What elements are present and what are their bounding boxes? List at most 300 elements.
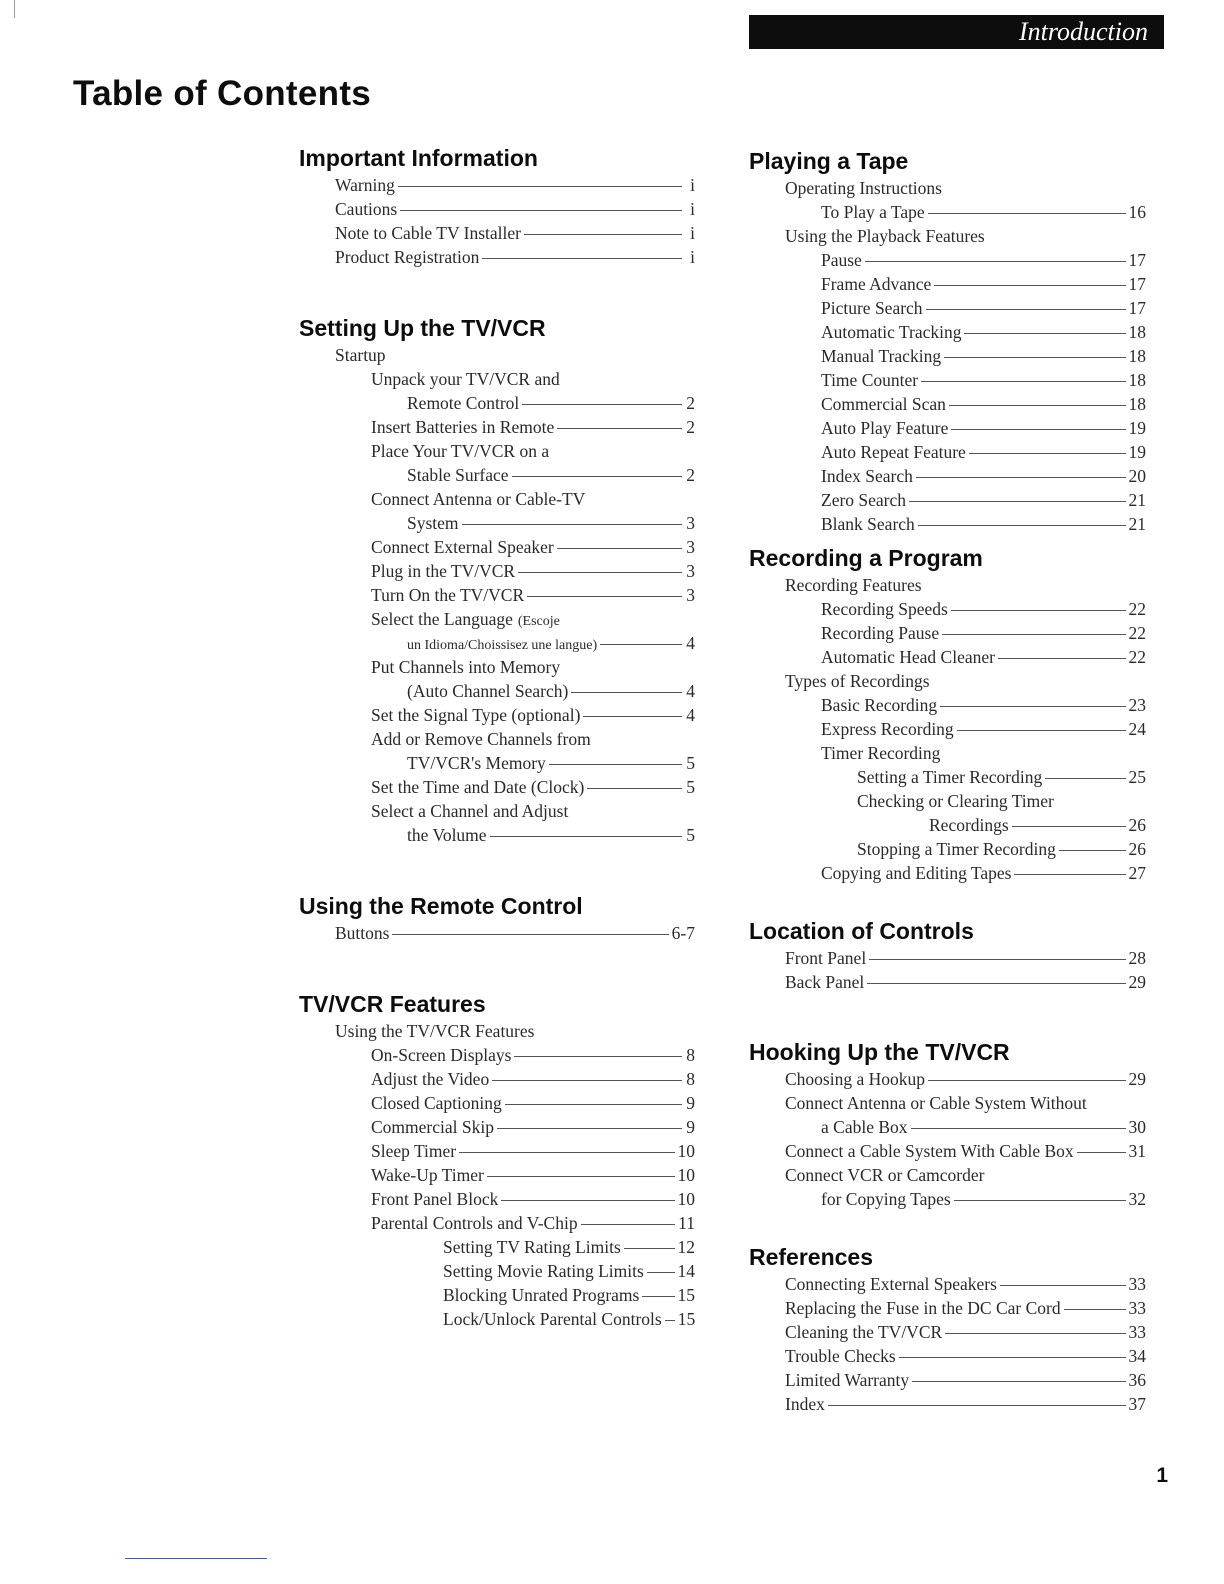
- toc-entry[interactable]: [299, 173, 695, 197]
- toc-entry-page: 27: [1128, 863, 1146, 883]
- toc-entry-label: Buttons: [335, 923, 390, 943]
- toc-entry[interactable]: [749, 1272, 1146, 1296]
- footer-rule: [125, 1558, 267, 1559]
- toc-entry-label: Put Channels into Memory: [371, 657, 561, 677]
- toc-entry[interactable]: [299, 775, 695, 799]
- toc-entry-page: 19: [1128, 442, 1146, 462]
- toc-section: [749, 1242, 1146, 1416]
- toc-entry-page: 21: [1128, 514, 1146, 534]
- toc-entry[interactable]: [299, 921, 695, 945]
- toc-entry-page: 14: [677, 1261, 695, 1281]
- toc-entry[interactable]: [749, 224, 1146, 248]
- toc-section: [749, 916, 1146, 994]
- leader-line: [505, 1104, 682, 1105]
- toc-entry-page: 15: [677, 1285, 695, 1305]
- toc-entry-label: Commercial Scan: [821, 394, 946, 414]
- toc-entry-page: 18: [1128, 322, 1146, 342]
- toc-entry-label: TV/VCR's Memory: [407, 753, 546, 773]
- toc-entry-label: Note to Cable TV Installer: [335, 223, 521, 243]
- toc-entry-page: 4: [686, 633, 695, 653]
- toc-entry[interactable]: [299, 197, 695, 221]
- toc-entry-label: Set the Signal Type (optional): [371, 705, 581, 725]
- toc-entry-label: Picture Search: [821, 298, 923, 318]
- leader-line: [1045, 778, 1125, 779]
- toc-entry-page: 26: [1128, 815, 1146, 835]
- toc-entry[interactable]: [749, 717, 1146, 741]
- toc-entry[interactable]: [749, 1187, 1146, 1211]
- leader-line: [944, 357, 1125, 358]
- scan-corner-mark: [14, 0, 15, 18]
- toc-entry-label: Connect a Cable System With Cable Box: [785, 1141, 1074, 1161]
- toc-entry-label: Types of Recordings: [785, 671, 930, 691]
- leader-line: [392, 934, 668, 935]
- toc-entry[interactable]: [749, 1320, 1146, 1344]
- toc-entry-page: 22: [1128, 647, 1146, 667]
- toc-entry-label: Manual Tracking: [821, 346, 942, 366]
- toc-entry-page: 5: [686, 777, 695, 797]
- leader-line: [964, 333, 1125, 334]
- leader-line: [949, 405, 1126, 406]
- toc-entry[interactable]: [299, 1211, 695, 1235]
- leader-line: [912, 1381, 1125, 1382]
- toc-entry[interactable]: [299, 823, 695, 847]
- toc-entry[interactable]: [749, 248, 1146, 272]
- toc-entry-label: Startup: [335, 345, 386, 365]
- toc-entry[interactable]: [299, 487, 695, 511]
- toc-entry-label: Recording Speeds: [821, 599, 948, 619]
- toc-entry-label: Zero Search: [821, 490, 907, 510]
- toc-section: [299, 989, 695, 1331]
- toc-entry-page: 33: [1128, 1298, 1146, 1318]
- leader-line: [1012, 826, 1126, 827]
- toc-entry[interactable]: [749, 1091, 1146, 1115]
- section-heading: References: [749, 1244, 874, 1270]
- toc-entry-page: 18: [1128, 394, 1146, 414]
- leader-line: [942, 634, 1125, 635]
- leader-line: [624, 1248, 675, 1249]
- toc-entry-page: 12: [677, 1237, 695, 1257]
- page-number: 1: [1156, 1464, 1168, 1487]
- leader-line: [497, 1128, 682, 1129]
- leader-line: [1059, 850, 1126, 851]
- toc-entry-label: Insert Batteries in Remote: [371, 417, 555, 437]
- leader-line: [557, 428, 682, 429]
- toc-entry[interactable]: [749, 1368, 1146, 1392]
- leader-line: [527, 596, 682, 597]
- leader-line: [828, 1405, 1126, 1406]
- toc-entry-page: 25: [1128, 767, 1146, 787]
- toc-entry-label: Stable Surface: [407, 465, 509, 485]
- toc-entry[interactable]: [299, 679, 695, 703]
- toc-entry[interactable]: [299, 1019, 695, 1043]
- toc-entry-page: 10: [677, 1189, 695, 1209]
- toc-entry[interactable]: [749, 464, 1146, 488]
- toc-entry-page: 3: [686, 513, 695, 533]
- leader-line: [490, 836, 682, 837]
- toc-section: [749, 1037, 1146, 1211]
- toc-entry[interactable]: [749, 440, 1146, 464]
- toc-entry[interactable]: [299, 1091, 695, 1115]
- toc-entry-label: Frame Advance: [821, 274, 932, 294]
- toc-entry-page: 37: [1128, 1394, 1146, 1414]
- toc-entry-label: Wake-Up Timer: [371, 1165, 484, 1185]
- toc-entry[interactable]: [749, 970, 1146, 994]
- toc-entry-label: Recording Pause: [821, 623, 940, 643]
- toc-entry-label: Basic Recording: [821, 695, 938, 715]
- toc-entry[interactable]: [299, 245, 695, 269]
- leader-line: [951, 429, 1125, 430]
- leader-line: [514, 1056, 682, 1057]
- toc-entry[interactable]: [299, 655, 695, 679]
- toc-entry-page: 20: [1128, 466, 1146, 486]
- section-heading: Important Information: [299, 145, 538, 171]
- toc-entry[interactable]: [749, 741, 1146, 765]
- leader-line: [934, 285, 1125, 286]
- toc-entry-label: Select the Language: [371, 609, 513, 629]
- toc-entry-label: Stopping a Timer Recording: [857, 839, 1056, 859]
- toc-entry-page: 3: [686, 585, 695, 605]
- toc-entry-label: for Copying Tapes: [821, 1189, 951, 1209]
- toc-entry-label-note: un Idioma/Choissisez une langue): [407, 638, 598, 653]
- toc-entry[interactable]: [299, 415, 695, 439]
- toc-entry-label: Front Panel: [785, 948, 867, 968]
- toc-entry-label: Using the TV/VCR Features: [335, 1021, 535, 1041]
- toc-entry-label-note: (Escoje: [517, 614, 560, 629]
- toc-entry-page: 3: [686, 561, 695, 581]
- leader-line: [940, 706, 1125, 707]
- leader-line: [600, 644, 682, 645]
- section-heading: Using the Remote Control: [299, 893, 583, 919]
- toc-entry[interactable]: [299, 511, 695, 535]
- toc-entry[interactable]: [749, 621, 1146, 645]
- toc-entry-label: Connect Antenna or Cable-TV: [371, 489, 586, 509]
- section-header-label: Introduction: [1018, 17, 1148, 46]
- leader-line: [918, 525, 1126, 526]
- toc-entry-label: Back Panel: [785, 972, 865, 992]
- section-heading: Setting Up the TV/VCR: [299, 315, 546, 341]
- toc-entry-label: (Auto Channel Search): [407, 681, 569, 701]
- toc-entry-page: 18: [1128, 370, 1146, 390]
- toc-entry-page: 5: [686, 753, 695, 773]
- leader-line: [945, 1333, 1125, 1334]
- toc-entry-label: Timer Recording: [821, 743, 941, 763]
- toc-entry[interactable]: [299, 607, 695, 631]
- toc-entry[interactable]: [749, 416, 1146, 440]
- toc-entry[interactable]: [299, 631, 695, 655]
- toc-entry-label: Front Panel Block: [371, 1189, 499, 1209]
- toc-entry-page: 31: [1128, 1141, 1146, 1161]
- toc-entry-page: 18: [1128, 346, 1146, 366]
- toc-entry-label: Setting a Timer Recording: [857, 767, 1043, 787]
- leader-line: [524, 234, 682, 235]
- toc-entry-label: Cleaning the TV/VCR: [785, 1322, 943, 1342]
- toc-entry[interactable]: [749, 488, 1146, 512]
- toc-entry-page: 5: [686, 825, 695, 845]
- toc-entry[interactable]: [749, 1344, 1146, 1368]
- toc-entry[interactable]: [299, 1235, 695, 1259]
- toc-entry-label: Set the Time and Date (Clock): [371, 777, 585, 797]
- leader-line: [549, 764, 682, 765]
- toc-entry[interactable]: [299, 535, 695, 559]
- toc-entry[interactable]: [749, 1139, 1146, 1163]
- toc-section: [749, 146, 1146, 536]
- toc-entry-page: 29: [1128, 972, 1146, 992]
- toc-entry[interactable]: [299, 463, 695, 487]
- section-heading: Recording a Program: [749, 545, 983, 571]
- leader-line: [954, 1200, 1126, 1201]
- toc-entry[interactable]: [749, 789, 1146, 813]
- toc-entry[interactable]: [749, 176, 1146, 200]
- toc-entry[interactable]: [749, 861, 1146, 885]
- toc-entry-label: Lock/Unlock Parental Controls: [443, 1309, 662, 1329]
- toc-entry-label: Index Search: [821, 466, 913, 486]
- toc-entry[interactable]: [299, 1139, 695, 1163]
- toc-entry-page: 3: [686, 537, 695, 557]
- leader-line: [1014, 874, 1125, 875]
- toc-entry-label: Express Recording: [821, 719, 954, 739]
- toc-section: [299, 891, 695, 945]
- toc-entry[interactable]: [749, 1296, 1146, 1320]
- toc-entry-label: Adjust the Video: [371, 1069, 490, 1089]
- leader-line: [1000, 1285, 1126, 1286]
- section-header-bar: [749, 15, 1164, 49]
- toc-entry-page: 15: [677, 1309, 696, 1329]
- toc-entry[interactable]: [299, 391, 695, 415]
- toc-entry-label: Place Your TV/VCR on a: [371, 441, 550, 461]
- leader-line: [522, 404, 682, 405]
- toc-entry-label: Remote Control: [407, 393, 520, 413]
- toc-entry-label: Index: [785, 1394, 825, 1414]
- toc-entry-label: Automatic Tracking: [821, 322, 962, 342]
- toc-entry[interactable]: [299, 751, 695, 775]
- toc-entry[interactable]: [749, 1067, 1146, 1091]
- toc-entry-page: 9: [686, 1093, 695, 1113]
- toc-entry-page: 30: [1128, 1117, 1146, 1137]
- toc-entry-label: Add or Remove Channels from: [371, 729, 591, 749]
- section-heading: Location of Controls: [749, 918, 974, 944]
- toc-entry[interactable]: [749, 200, 1146, 224]
- leader-line: [482, 258, 682, 259]
- toc-entry[interactable]: [749, 813, 1146, 837]
- toc-entry[interactable]: [749, 344, 1146, 368]
- toc-entry-page: 26: [1128, 839, 1146, 859]
- toc-entry-label: On-Screen Displays: [371, 1045, 512, 1065]
- toc-entry-page: 2: [686, 393, 695, 413]
- toc-entry[interactable]: [749, 1392, 1146, 1416]
- toc-entry-label: Auto Play Feature: [821, 418, 949, 438]
- toc-entry-page: 2: [686, 465, 695, 485]
- leader-line: [865, 261, 1126, 262]
- leader-line: [487, 1176, 675, 1177]
- toc-entry[interactable]: [299, 799, 695, 823]
- toc-entry-label: Limited Warranty: [785, 1370, 910, 1390]
- toc-entry[interactable]: [299, 439, 695, 463]
- leader-line: [557, 548, 682, 549]
- leader-line: [928, 213, 1126, 214]
- toc-entry[interactable]: [749, 1115, 1146, 1139]
- leader-line: [512, 476, 682, 477]
- leader-line: [926, 309, 1126, 310]
- toc-entry-page: i: [690, 175, 695, 195]
- leader-line: [492, 1080, 682, 1081]
- toc-entry[interactable]: [299, 1187, 695, 1211]
- toc-entry-page: 19: [1128, 418, 1146, 438]
- toc-entry-label: Time Counter: [821, 370, 919, 390]
- toc-entry[interactable]: [299, 221, 695, 245]
- toc-section: [749, 543, 1146, 885]
- toc-entry-label: Turn On the TV/VCR: [371, 585, 525, 605]
- toc-entry[interactable]: [749, 392, 1146, 416]
- leader-line: [911, 1128, 1126, 1129]
- toc-entry-page: 8: [686, 1069, 695, 1089]
- toc-entry-label: Unpack your TV/VCR and: [371, 369, 560, 389]
- toc-entry-label: Automatic Head Cleaner: [821, 647, 995, 667]
- toc-entry[interactable]: [299, 1307, 695, 1331]
- toc-entry-label: System: [407, 513, 459, 533]
- leader-line: [899, 1357, 1126, 1358]
- toc-entry[interactable]: [299, 1115, 695, 1139]
- toc-entry[interactable]: [749, 296, 1146, 320]
- toc-entry-page: 23: [1128, 695, 1146, 715]
- toc-entry-label: Connect VCR or Camcorder: [785, 1165, 985, 1185]
- toc-entry[interactable]: [749, 573, 1146, 597]
- toc-entry-label: Pause: [821, 250, 862, 270]
- toc-entry[interactable]: [299, 1163, 695, 1187]
- toc-entry[interactable]: [299, 727, 695, 751]
- toc-entry-page: 22: [1128, 599, 1146, 619]
- leader-line: [571, 692, 682, 693]
- toc-entry-page: 28: [1128, 948, 1146, 968]
- toc-entry-page: i: [690, 247, 695, 267]
- toc-entry-label: Cautions: [335, 199, 398, 219]
- toc-entry[interactable]: [749, 512, 1146, 536]
- leader-line: [462, 524, 682, 525]
- toc-entry-page: 22: [1128, 623, 1146, 643]
- toc-entry-label: the Volume: [407, 825, 487, 845]
- toc-entry-page: 24: [1128, 719, 1146, 739]
- leader-line: [869, 959, 1125, 960]
- leader-line: [969, 453, 1126, 454]
- leader-line: [587, 788, 682, 789]
- toc-entry-page: 9: [686, 1117, 695, 1137]
- toc-entry-label: Parental Controls and V-Chip: [371, 1213, 578, 1233]
- toc-entry-page: 4: [686, 705, 695, 725]
- toc-section: [299, 143, 695, 269]
- toc-entry-page: 33: [1128, 1322, 1146, 1342]
- leader-line: [642, 1296, 674, 1297]
- toc-entry-page: i: [690, 199, 695, 219]
- toc-entry-label: Trouble Checks: [785, 1346, 896, 1366]
- leader-line: [518, 572, 682, 573]
- leader-line: [1064, 1309, 1126, 1310]
- toc-entry-page: 32: [1128, 1189, 1146, 1209]
- toc-entry-label: Select a Channel and Adjust: [371, 801, 569, 821]
- page-title: Table of Contents: [73, 74, 372, 113]
- section-heading: Hooking Up the TV/VCR: [749, 1039, 1010, 1065]
- toc-entry-page: 8: [686, 1045, 695, 1065]
- leader-line: [928, 1080, 1126, 1081]
- toc-entry-page: 21: [1128, 490, 1146, 510]
- toc-entry-page: 10: [677, 1165, 695, 1185]
- toc-entry-page: 36: [1128, 1370, 1146, 1390]
- section-heading: Playing a Tape: [749, 148, 909, 174]
- toc-entry[interactable]: [749, 837, 1146, 861]
- toc-entry[interactable]: [299, 367, 695, 391]
- toc-entry-page: 33: [1128, 1274, 1146, 1294]
- toc-entry-label: Blank Search: [821, 514, 915, 534]
- toc-entry-page: 16: [1128, 202, 1146, 222]
- toc-entry-label: Connecting External Speakers: [785, 1274, 997, 1294]
- toc-entry-label: Commercial Skip: [371, 1117, 494, 1137]
- toc-entry[interactable]: [299, 1067, 695, 1091]
- toc-entry-page: 29: [1128, 1069, 1146, 1089]
- toc-entry-label: Connect Antenna or Cable System Without: [785, 1093, 1087, 1113]
- toc-entry-label: Warning: [335, 175, 395, 195]
- toc-entry-label: Checking or Clearing Timer: [857, 791, 1054, 811]
- toc-entry[interactable]: [299, 343, 695, 367]
- leader-line: [921, 381, 1125, 382]
- toc-entry[interactable]: [749, 1163, 1146, 1187]
- toc-entry[interactable]: [749, 693, 1146, 717]
- toc-entry[interactable]: [749, 946, 1146, 970]
- leader-line: [501, 1200, 674, 1201]
- toc-entry[interactable]: [299, 1283, 695, 1307]
- toc-entry-page: 4: [686, 681, 695, 701]
- leader-line: [916, 477, 1126, 478]
- toc-entry-label: Setting TV Rating Limits: [443, 1237, 621, 1257]
- toc-entry[interactable]: [749, 368, 1146, 392]
- toc-entry-page: i: [690, 223, 695, 243]
- leader-line: [400, 210, 682, 211]
- toc-entry[interactable]: [749, 645, 1146, 669]
- toc-entry-label: Blocking Unrated Programs: [443, 1285, 640, 1305]
- toc-entry[interactable]: [749, 597, 1146, 621]
- toc-entry-label: Plug in the TV/VCR: [371, 561, 516, 581]
- toc-entry-page: 10: [677, 1141, 695, 1161]
- toc-entry-label: Sleep Timer: [371, 1141, 457, 1161]
- toc-entry-label: Recordings: [929, 815, 1009, 835]
- leader-line: [1077, 1152, 1126, 1153]
- toc-entry[interactable]: [749, 765, 1146, 789]
- leader-line: [951, 610, 1126, 611]
- toc-entry-label: Copying and Editing Tapes: [821, 863, 1012, 883]
- toc-entry[interactable]: [749, 320, 1146, 344]
- toc-entry-page: 6-7: [671, 923, 695, 943]
- toc-entry-label: Operating Instructions: [785, 178, 942, 198]
- toc-entry[interactable]: [299, 1259, 695, 1283]
- leader-line: [665, 1320, 675, 1321]
- leader-line: [998, 658, 1126, 659]
- leader-line: [867, 983, 1125, 984]
- toc-entry[interactable]: [299, 583, 695, 607]
- leader-line: [957, 730, 1126, 731]
- toc-entry-label: Replacing the Fuse in the DC Car Cord: [785, 1298, 1061, 1318]
- leader-line: [583, 716, 682, 717]
- toc-section: [299, 313, 695, 847]
- toc-entry-label: Setting Movie Rating Limits: [443, 1261, 644, 1281]
- toc-entry[interactable]: [299, 1043, 695, 1067]
- toc-entry-page: 17: [1128, 298, 1146, 318]
- toc-entry-label: Connect External Speaker: [371, 537, 554, 557]
- toc-entry[interactable]: [299, 559, 695, 583]
- toc-entry[interactable]: [749, 669, 1146, 693]
- toc-entry[interactable]: [749, 272, 1146, 296]
- leader-line: [398, 186, 682, 187]
- toc-entry-page: 17: [1128, 274, 1146, 294]
- toc-entry-page: 34: [1128, 1346, 1146, 1366]
- toc-entry[interactable]: [299, 703, 695, 727]
- leader-line: [459, 1152, 674, 1153]
